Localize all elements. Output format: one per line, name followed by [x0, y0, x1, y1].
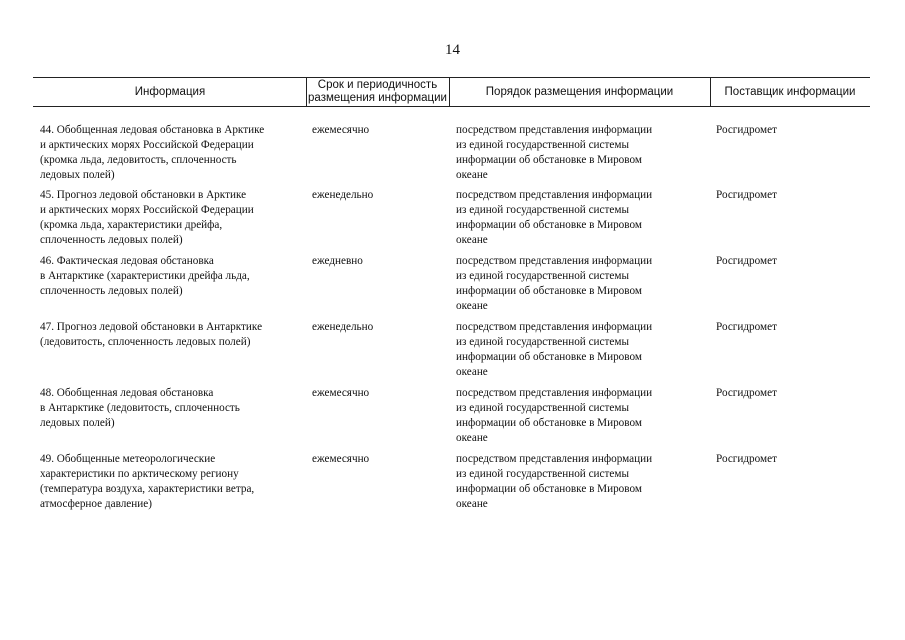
row-term: еженедельно — [312, 189, 374, 201]
row-info — [40, 188, 254, 248]
row-order — [456, 188, 652, 248]
header-term — [306, 79, 449, 105]
row-info-line: 49. Обобщенные метеорологические — [40, 453, 216, 465]
row-provider: Росгидромет — [716, 189, 777, 201]
row-info-line: 44. Обобщенная ледовая обстановка в Арктике — [40, 124, 265, 136]
row-info-line: сплоченность ледовых полей) — [40, 285, 183, 297]
row-provider: Росгидромет — [716, 124, 777, 136]
header-term-line: размещения информации — [308, 92, 447, 104]
row-info-line: 45. Прогноз ледовой обстановки в Арктике — [40, 189, 247, 201]
row-order-line: океане — [456, 432, 488, 444]
row-info-line: и арктических морях Российской Федерации — [40, 139, 254, 151]
row-provider: Росгидромет — [716, 255, 777, 267]
row-order — [456, 386, 652, 446]
row-order-line: океане — [456, 169, 488, 181]
row-order-line: посредством представления информации — [456, 124, 653, 136]
row-info-line: (кромка льда, ледовитость, сплоченность — [40, 154, 237, 166]
row-info — [40, 386, 240, 431]
row-info — [40, 452, 254, 512]
row-provider: Росгидромет — [716, 387, 777, 399]
row-term: ежемесячно — [312, 124, 370, 136]
row-order-line: посредством представления информации — [456, 255, 653, 267]
row-order-line: информации об обстановке в Мировом — [456, 417, 642, 429]
row-info-line: сплоченность ледовых полей) — [40, 234, 183, 246]
row-info — [40, 254, 250, 299]
row-info-line: (ледовитость, сплоченность ледовых полей) — [40, 336, 251, 348]
row-order — [456, 123, 652, 183]
row-info-line: атмосферное давление) — [40, 498, 152, 510]
row-order-line: посредством представления информации — [456, 189, 653, 201]
row-order-line: из единой государственной системы — [456, 402, 629, 414]
row-info-line: ледовых полей) — [40, 169, 115, 181]
row-info-line: в Антарктике (характеристики дрейфа льда, — [40, 270, 250, 282]
table-header-bottom-rule — [33, 106, 870, 107]
row-order — [456, 254, 652, 314]
row-term: еженедельно — [312, 321, 374, 333]
row-info-line: 47. Прогноз ледовой обстановки в Антарктике — [40, 321, 263, 333]
row-term: ежемесячно — [312, 387, 370, 399]
row-order-line: информации об обстановке в Мировом — [456, 219, 642, 231]
row-order-line: информации об обстановке в Мировом — [456, 351, 642, 363]
row-order-line: из единой государственной системы — [456, 336, 629, 348]
row-info-line: (температура воздуха, характеристики ветра, — [40, 483, 255, 495]
row-order-line: океане — [456, 366, 488, 378]
header-order: Порядок размещения информации — [485, 86, 674, 98]
row-info-line: ледовых полей) — [40, 417, 115, 429]
row-info-line: 48. Обобщенная ледовая обстановка — [40, 387, 214, 399]
row-info-line: (кромка льда, характеристики дрейфа, — [40, 219, 223, 231]
row-provider: Росгидромет — [716, 321, 777, 333]
row-term: ежемесячно — [312, 453, 370, 465]
row-provider: Росгидромет — [716, 453, 777, 465]
row-order-line: океане — [456, 300, 488, 312]
row-order-line: океане — [456, 498, 488, 510]
row-order-line: океане — [456, 234, 488, 246]
row-order-line: информации об обстановке в Мировом — [456, 154, 642, 166]
row-order-line: из единой государственной системы — [456, 270, 629, 282]
row-order-line: информации об обстановке в Мировом — [456, 483, 642, 495]
row-info — [40, 123, 264, 183]
row-info — [40, 320, 262, 350]
header-info: Информация — [134, 86, 206, 98]
row-term: ежедневно — [312, 255, 363, 267]
row-order-line: посредством представления информации — [456, 453, 653, 465]
row-order — [456, 452, 652, 512]
table-top-rule — [33, 77, 870, 78]
header-provider: Поставщик информации — [724, 86, 856, 98]
row-info-line: 46. Фактическая ледовая обстановка — [40, 255, 214, 267]
row-info-line: в Антарктике (ледовитость, сплоченность — [40, 402, 240, 414]
row-order-line: из единой государственной системы — [456, 204, 629, 216]
row-order-line: посредством представления информации — [456, 387, 653, 399]
row-order-line: информации об обстановке в Мировом — [456, 285, 642, 297]
header-term-line: Срок и периодичность — [317, 79, 438, 91]
row-order-line: из единой государственной системы — [456, 468, 629, 480]
row-info-line: и арктических морях Российской Федерации — [40, 204, 254, 216]
row-info-line: характеристики по арктическому региону — [40, 468, 239, 480]
row-order-line: посредством представления информации — [456, 321, 653, 333]
row-order-line: из единой государственной системы — [456, 139, 629, 151]
row-order — [456, 320, 652, 380]
page-number: 14 — [445, 42, 460, 58]
